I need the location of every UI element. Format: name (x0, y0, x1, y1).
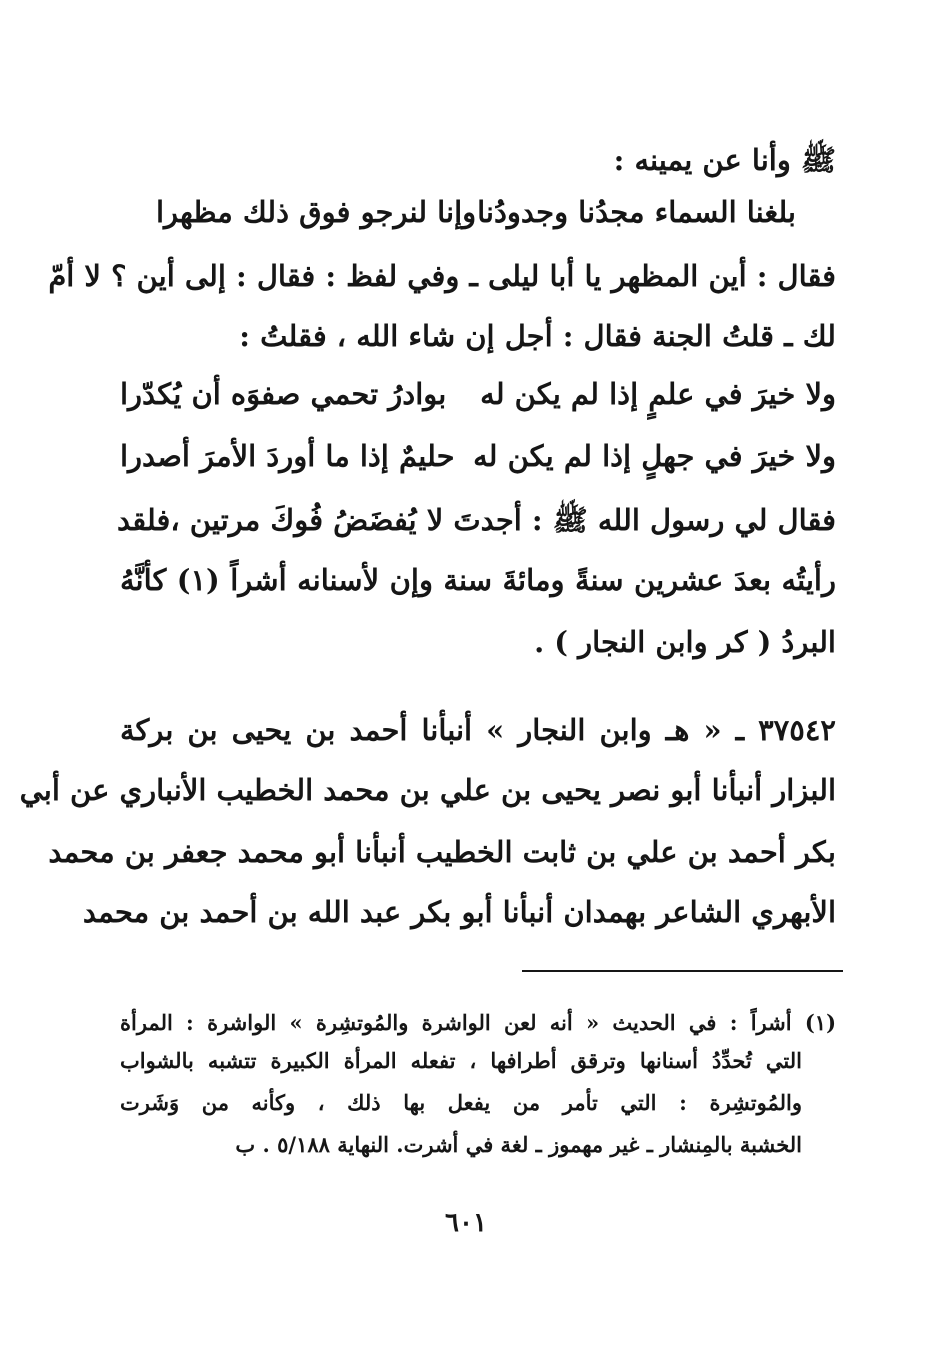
verse-1 (120, 195, 836, 238)
body-line-2: فقال : أين المظهر يا أبا ليلى ـ وفي لفظ : فقال : إلى أين ؟ لا أمّ (48, 259, 836, 293)
footnote-line-2: التي تُحدِّدُ أسنانها وترقق أطرافها ، تفعله المرأة الكبيرة تتشبه بالشواب (120, 1048, 802, 1073)
verse-2-second-hemistich: بوادرُ تحمي صفوَه أن يُكدّرا (120, 377, 447, 411)
footnote-line-3: والمُوتشِرة : التي تأمر من يفعل بها ذلك ، وكأنه من وَشَرت (120, 1090, 802, 1115)
footnote-separator (522, 970, 843, 972)
verse-3-second-hemistich: حليمٌ إذا ما أوردَ الأمرَ أصدرا (120, 439, 455, 473)
footnote-line-4: الخشبة بالمِنشار ـ غير مهموز ـ لغة في أشرت. النهاية ٥/١٨٨ . ب (235, 1132, 802, 1157)
body-line-1: ﷺ وأنا عن يمينه : (613, 143, 836, 177)
page-number: ٦٠١ (445, 1208, 487, 1238)
verse-3 (120, 439, 836, 482)
body-line-9: بكر أحمد بن علي بن ثابت الخطيب أنبأنا أبو محمد جعفر بن محمد (48, 835, 836, 869)
body-line-8: البزار أنبأنا أبو نصر يحيى بن علي بن محمد الخطيب الأنباري عن أبي (19, 773, 836, 807)
verse-2 (120, 377, 836, 420)
verse-1-first-hemistich: بلغنا السماء مجدُنا وجدودُنا (477, 195, 796, 229)
verse-2-first-hemistich: ولا خيرَ في علمٍ إذا لم يكن له (480, 377, 836, 411)
footnote-line-1: (١) أشراً : في الحديث « أنه لعن الواشرة والمُوتشِرة » الواشرة : المرأة (120, 1010, 836, 1035)
body-line-5: رأيتُه بعدَ عشرين سنةً ومائةَ سنة وإن لأسنانه أشراً (١) كأنَّهُ (120, 563, 836, 597)
body-line-6: البردُ ( كر وابن النجار ) . (534, 625, 836, 659)
verse-1-second-hemistich: وإنا لنرجو فوق ذلك مظهرا (156, 195, 477, 229)
body-line-4: فقال لي رسول الله ﷺ : أجدتَ لا يُفضَضُ فُوكَ مرتين ،فلقد (117, 503, 836, 537)
verse-3-first-hemistich: ولا خيرَ في جهلٍ إذا لم يكن له (473, 439, 836, 473)
body-line-3: لك ـ قلتُ الجنة فقال : أجل إن شاء الله ، فقلتُ : (239, 319, 836, 353)
body-line-10: الأبهري الشاعر بهمدان أنبأنا أبو بكر عبد الله بن أحمد بن محمد (82, 895, 836, 929)
hadith-heading-line: ٣٧٥٤٢ ـ « هـ وابن النجار » أنبأنا أحمد بن يحيى بن بركة (120, 713, 836, 747)
